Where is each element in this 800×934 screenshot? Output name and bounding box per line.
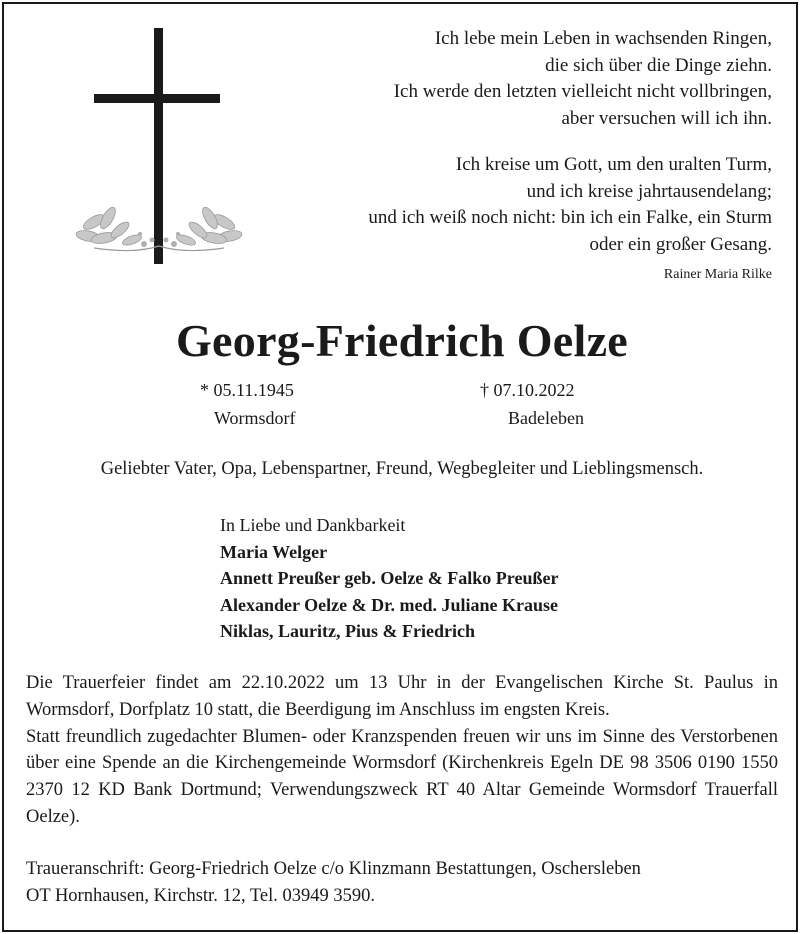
cross-symbol	[74, 28, 244, 268]
ceremony-text: Die Trauerfeier findet am 22.10.2022 um 13 Uhr in der Evangelischen Kirche St. Paulus in Wormsdorf, Dorfplatz 10 statt, die Beerdigung im Anschluss im engsten Kreis.	[26, 673, 778, 720]
funeral-info	[26, 670, 778, 831]
family-member: Niklas, Lauritz, Pius & Friedrich	[220, 621, 475, 641]
family-member: Maria Welger	[220, 541, 328, 562]
address-line-1: Traueranschrift: Georg-Friedrich Oelze c/o Klinzmann Bestattungen, Oschersleben	[26, 859, 641, 879]
poem-stanza-1	[312, 26, 772, 132]
family-list	[220, 512, 558, 645]
address-line-2: OT Hornhausen, Kirchstr. 12, Tel. 03949 3590.	[26, 885, 375, 906]
poem	[312, 26, 772, 278]
poem-line: die sich über die Dinge ziehn.	[545, 54, 772, 76]
poem-line: und ich kreise jahrtausendelang;	[526, 180, 772, 202]
death-place: Badeleben	[508, 408, 584, 428]
deceased-name: Georg-Friedrich Oelze	[175, 315, 629, 366]
family-member: Alexander Oelze & Dr. med. Juliane Krause	[220, 594, 558, 615]
death-info	[480, 376, 584, 432]
poem-author: Rainer Maria Rilke	[663, 267, 772, 282]
poem-stanza-2	[312, 152, 772, 258]
poem-line: Ich kreise um Gott, um den uralten Turm,	[455, 154, 772, 175]
leaf-branch-icon	[74, 204, 244, 260]
family-member: Annett Preußer geb. Oelze & Falko Preußer	[220, 568, 559, 588]
birth-date: * 05.11.1945	[200, 380, 294, 400]
poem-line: und ich weiß noch nicht: bin ich ein Falke, ein Sturm	[368, 207, 772, 228]
poem-line: aber versuchen will ich ihn.	[561, 107, 772, 129]
birth-place: Wormsdorf	[214, 408, 296, 428]
cross-beam	[94, 94, 220, 103]
poem-line: oder ein großer Gesang.	[589, 233, 772, 255]
obituary-notice	[2, 2, 798, 932]
mourning-address	[26, 856, 641, 910]
poem-line: Ich werde den letzten vielleicht nicht vollbringen,	[393, 81, 772, 102]
death-date: † 07.10.2022	[480, 380, 575, 400]
donation-text: Statt freundlich zugedachter Blumen- oder Kranzspenden freuen wir uns im Sinne des Verstorbenen über eine Spende an die Kirchengemeinde Wormsdorf (Kirchenkreis Egeln DE 98 3506 0190 1550 2370 12 KD Bank Dortmund; Verwendungszweck RT 40 Altar Gemeinde Wormsdorf Trauerfall Oelze).	[26, 726, 778, 827]
poem-line: Ich lebe mein Leben in wachsenden Ringen,	[434, 28, 772, 49]
family-intro: In Liebe und Dankbarkeit	[220, 515, 406, 535]
tagline: Geliebter Vater, Opa, Lebenspartner, Freund, Wegbegleiter und Lieblingsmensch.	[100, 459, 704, 479]
birth-info	[200, 376, 296, 432]
